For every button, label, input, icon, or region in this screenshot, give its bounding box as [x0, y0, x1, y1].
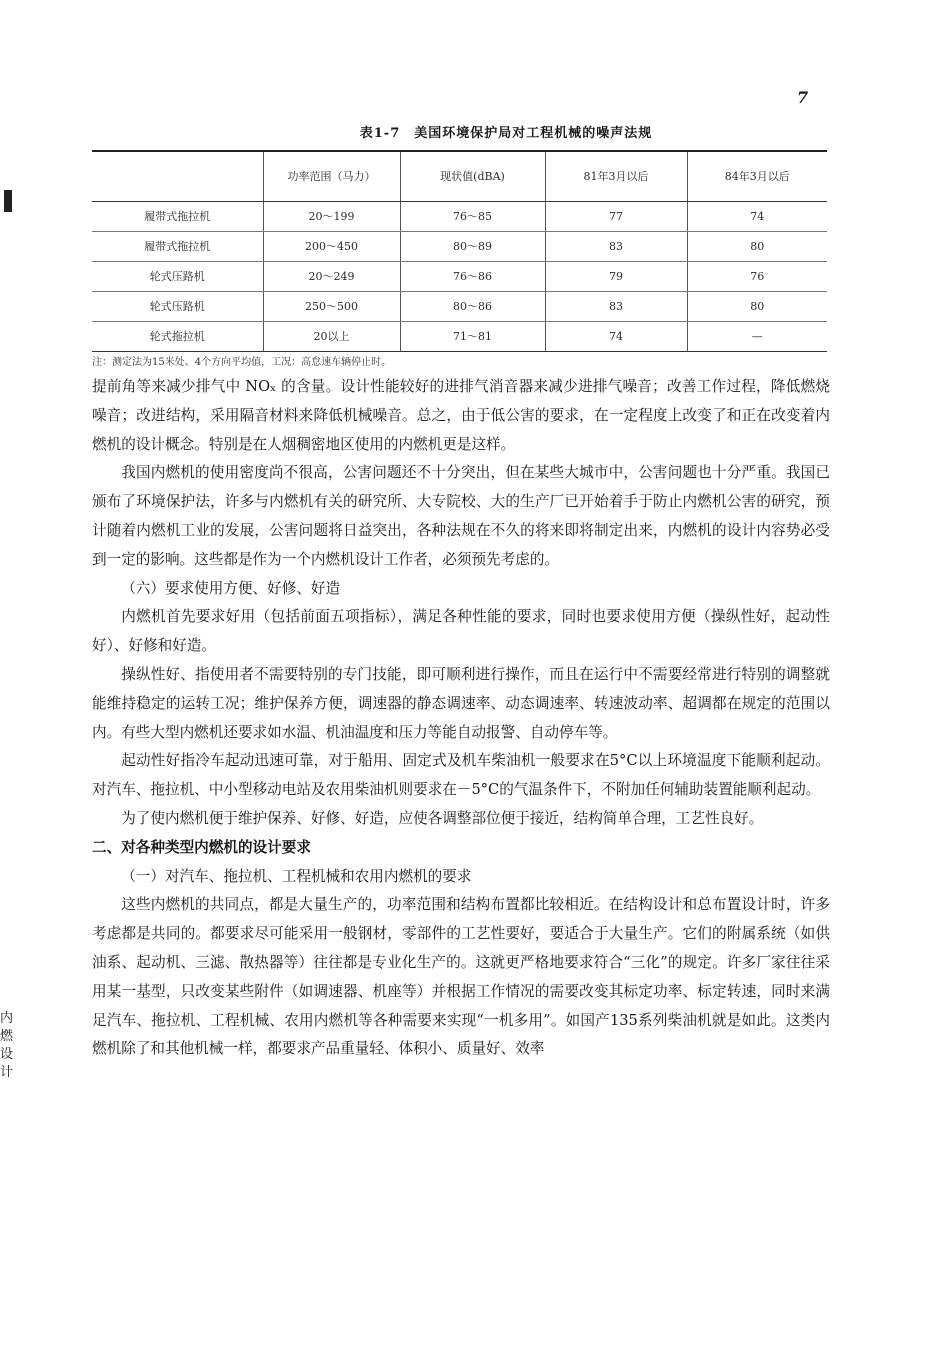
cell-1984: 80	[687, 231, 827, 261]
cell-machine: 履带式拖拉机	[92, 231, 263, 261]
cell-power: 250～500	[263, 291, 400, 321]
cell-machine: 履带式拖拉机	[92, 201, 263, 231]
cell-1984: 76	[687, 261, 827, 291]
header-cell-1984: 84年3月以后	[687, 151, 827, 201]
cell-1981: 83	[545, 231, 687, 261]
subheading: （一）对汽车、拖拉机、工程机械和农用内燃机的要求	[121, 867, 472, 885]
paragraph: 操纵性好、指使用者不需要特别的专门技能，即可顺利进行操作，而且在运行中不需要经常进行特别的调整就能维持稳定的运转工况；维护保养方便，调速器的静态调速率、动态调速率、转速波动率、超调都在规定的范围以内。有些大型内燃机还要求如水温、机油温度和压力等能自动报警、自动停车等。	[92, 665, 830, 741]
table-row	[92, 231, 827, 261]
margin-text: 内燃设计	[0, 1011, 14, 1080]
cell-1984: 74	[687, 201, 827, 231]
paragraph: 起动性好指冷车起动迅速可靠，对于船用、固定式及机车柴油机一般要求在5°C以上环境温度下能顺利起动。对汽车、拖拉机、中小型移动电站及农用柴油机则要求在－5°C的气温条件下，不附加任何辅助装置能顺利起动。	[92, 752, 830, 799]
cell-machine: 轮式压路机	[92, 291, 263, 321]
cell-current: 80～86	[400, 291, 545, 321]
table-header-row	[92, 151, 827, 201]
table-note: 注：测定法为15米处、4个方向平均值，工况：高怠速车辆停止时。	[92, 357, 392, 368]
cell-power: 20以上	[263, 321, 400, 351]
cell-1981: 77	[545, 201, 687, 231]
binding-mark	[4, 190, 12, 212]
paragraph: 提前角等来减少排气中 NOₓ 的含量。设计性能较好的进排气消音器来减少进排气噪音；改善工作过程，降低燃烧噪音；改进结构，采用隔音材料来降低机械噪音。总之，由于低公害的要求，在一定程度上改变了和正在改变着内燃机的设计概念。特别是在人烟稠密地区使用的内燃机更是这样。	[92, 378, 830, 453]
table-row	[92, 321, 827, 351]
cell-1984: 80	[687, 291, 827, 321]
cell-machine: 轮式拖拉机	[92, 321, 263, 351]
table-row	[92, 291, 827, 321]
cell-1984: —	[687, 321, 827, 351]
table-row	[92, 201, 827, 231]
cell-1981: 79	[545, 261, 687, 291]
page-number: 7	[797, 88, 809, 107]
paragraph: 我国内燃机的使用密度尚不很高，公害问题还不十分突出，但在某些大城市中，公害问题也十分严重。我国已颁布了环境保护法，许多与内燃机有关的研究所、大专院校、大的生产厂已开始着手于防止内燃机公害的研究，预计随着内燃机工业的发展，公害问题将日益突出，各种法规在不久的将来即将制定出来，内燃机的设计内容势必受到一定的影响。这些都是作为一个内燃机设计工作者，必须预先考虑的。	[92, 464, 830, 568]
body-text	[92, 373, 830, 1064]
subheading: （六）要求使用方便、好修、好造	[121, 579, 341, 597]
table-row	[92, 261, 827, 291]
cell-1981: 83	[545, 291, 687, 321]
cell-power: 20～249	[263, 261, 400, 291]
cell-current: 76～85	[400, 201, 545, 231]
cell-power: 200～450	[263, 231, 400, 261]
noise-regulation-table	[92, 150, 827, 352]
table-caption: 表1-7 美国环境保护局对工程机械的噪声法规	[359, 126, 653, 141]
paragraph: 为了使内燃机便于维护保养、好修、好造，应使各调整部位便于接近，结构简单合理，工艺性良好。	[121, 809, 764, 827]
cell-power: 20～199	[263, 201, 400, 231]
cell-machine: 轮式压路机	[92, 261, 263, 291]
header-cell-machine	[92, 151, 263, 201]
paragraph: 这些内燃机的共同点，都是大量生产的，功率范围和结构布置都比较相近。在结构设计和总布置设计时，许多考虑都是共同的。都要求尽可能采用一般钢材，零部件的工艺性要好，要适合于大量生产。它们的附属系统（如供油系、起动机、三滤、散热器等）往往都是专业化生产的。这就更严格地要求符合“三化”的规定。许多厂家往往采用某一基型，只改变某些附件（如调速器、机座等）并根据工作情况的需要改变其标定功率、标定转速，同时来满足汽车、拖拉机、工程机械、农用内燃机等各种需要来实现“一机多用”。如国产135系列柴油机就是如此。这类内燃机除了和其他机械一样，都要求产品重量轻、体积小、质量好、效率	[92, 896, 830, 1058]
paragraph: 内燃机首先要求好用（包括前面五项指标），满足各种性能的要求，同时也要求使用方便（操纵性好，起动性好）、好修和好造。	[92, 608, 830, 655]
cell-current: 80～89	[400, 231, 545, 261]
header-cell-current: 现状值(dBA)	[400, 151, 545, 201]
header-cell-power: 功率范围（马力）	[263, 151, 400, 201]
cell-current: 71～81	[400, 321, 545, 351]
header-cell-1981: 81年3月以后	[545, 151, 687, 201]
cell-1981: 74	[545, 321, 687, 351]
cell-current: 76～86	[400, 261, 545, 291]
section-heading: 二、对各种类型内燃机的设计要求	[92, 838, 311, 856]
